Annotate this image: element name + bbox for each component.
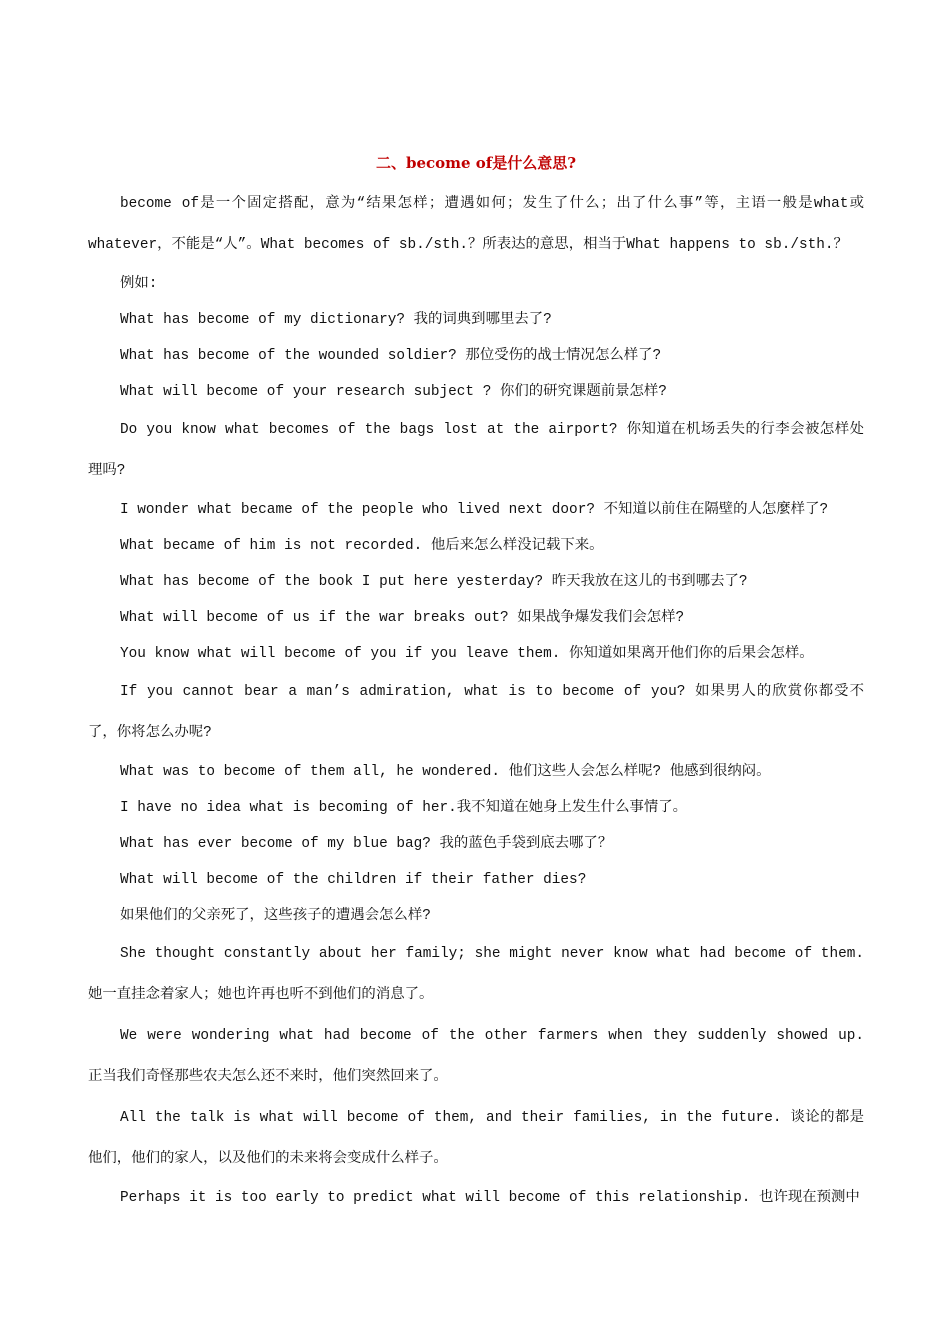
- document-page: [88, 148, 864, 1216]
- example-sentence: What will become of your research subject ? 你们的研究课题前景怎样?: [120, 384, 667, 400]
- example-translation: 如果他们的父亲死了，这些孩子的遭遇会怎么样?: [120, 908, 431, 924]
- example-sentence: What has become of my dictionary? 我的词典到哪里去了?: [120, 312, 552, 328]
- example-heading: 例如:: [120, 276, 158, 292]
- example-sentence: What will become of us if the war breaks out? 如果战争爆发我们会怎样?: [120, 610, 685, 626]
- example-sentence: What will become of the children if their father dies?: [120, 872, 587, 888]
- example-sentence: What has become of the book I put here yesterday? 昨天我放在这儿的书到哪去了?: [120, 574, 748, 590]
- example-sentence: What has become of the wounded soldier? 那位受伤的战士情况怎么样了?: [120, 348, 662, 364]
- intro-paragraph: become of是一个固定搭配，意为“结果怎样；遭遇如何；发生了什么；出了什么事”等，主语一般是what或whatever，不能是“人”。What becomes of sb./sth.？所表达的意思，相当于What happens to sb./sth.？: [88, 196, 864, 253]
- example-sentence: Do you know what becomes of the bags lost at the airport? 你知道在机场丢失的行李会被怎样处理吗?: [88, 422, 864, 479]
- example-sentence: You know what will become of you if you leave them. 你知道如果离开他们你的后果会怎样。: [120, 646, 814, 662]
- example-sentence: We were wondering what had become of the other farmers when they suddenly showed up. 正当我们奇怪那些农夫怎么还不来时，他们突然回来了。: [88, 1028, 864, 1085]
- example-sentence: If you cannot bear a man’s admiration, what is to become of you? 如果男人的欣赏你都受不了，你将怎么办呢?: [88, 684, 864, 741]
- example-sentence: She thought constantly about her family; she might never know what had become of them. 她一直挂念着家人；她也许再也听不到他们的消息了。: [88, 946, 864, 1003]
- example-sentence: Perhaps it is too early to predict what will become of this relationship. 也许现在预测中: [120, 1190, 860, 1206]
- example-sentence: What was to become of them all, he wondered. 他们这些人会怎么样呢? 他感到很纳闷。: [120, 764, 771, 780]
- example-sentence: I wonder what became of the people who lived next door? 不知道以前住在隔壁的人怎麼样了?: [120, 502, 829, 518]
- example-sentence: I have no idea what is becoming of her.我不知道在她身上发生什么事情了。: [120, 800, 688, 816]
- section-title: 二、become of是什么意思?: [375, 154, 577, 172]
- example-sentence: What has ever become of my blue bag? 我的蓝色手袋到底去哪了？: [120, 836, 613, 852]
- example-sentence: What became of him is not recorded. 他后来怎么样没记载下来。: [120, 538, 604, 554]
- example-sentence: All the talk is what will become of them, and their families, in the future. 谈论的都是他们，他们的家人，以及他们的未来将会变成什么样子。: [88, 1110, 864, 1167]
